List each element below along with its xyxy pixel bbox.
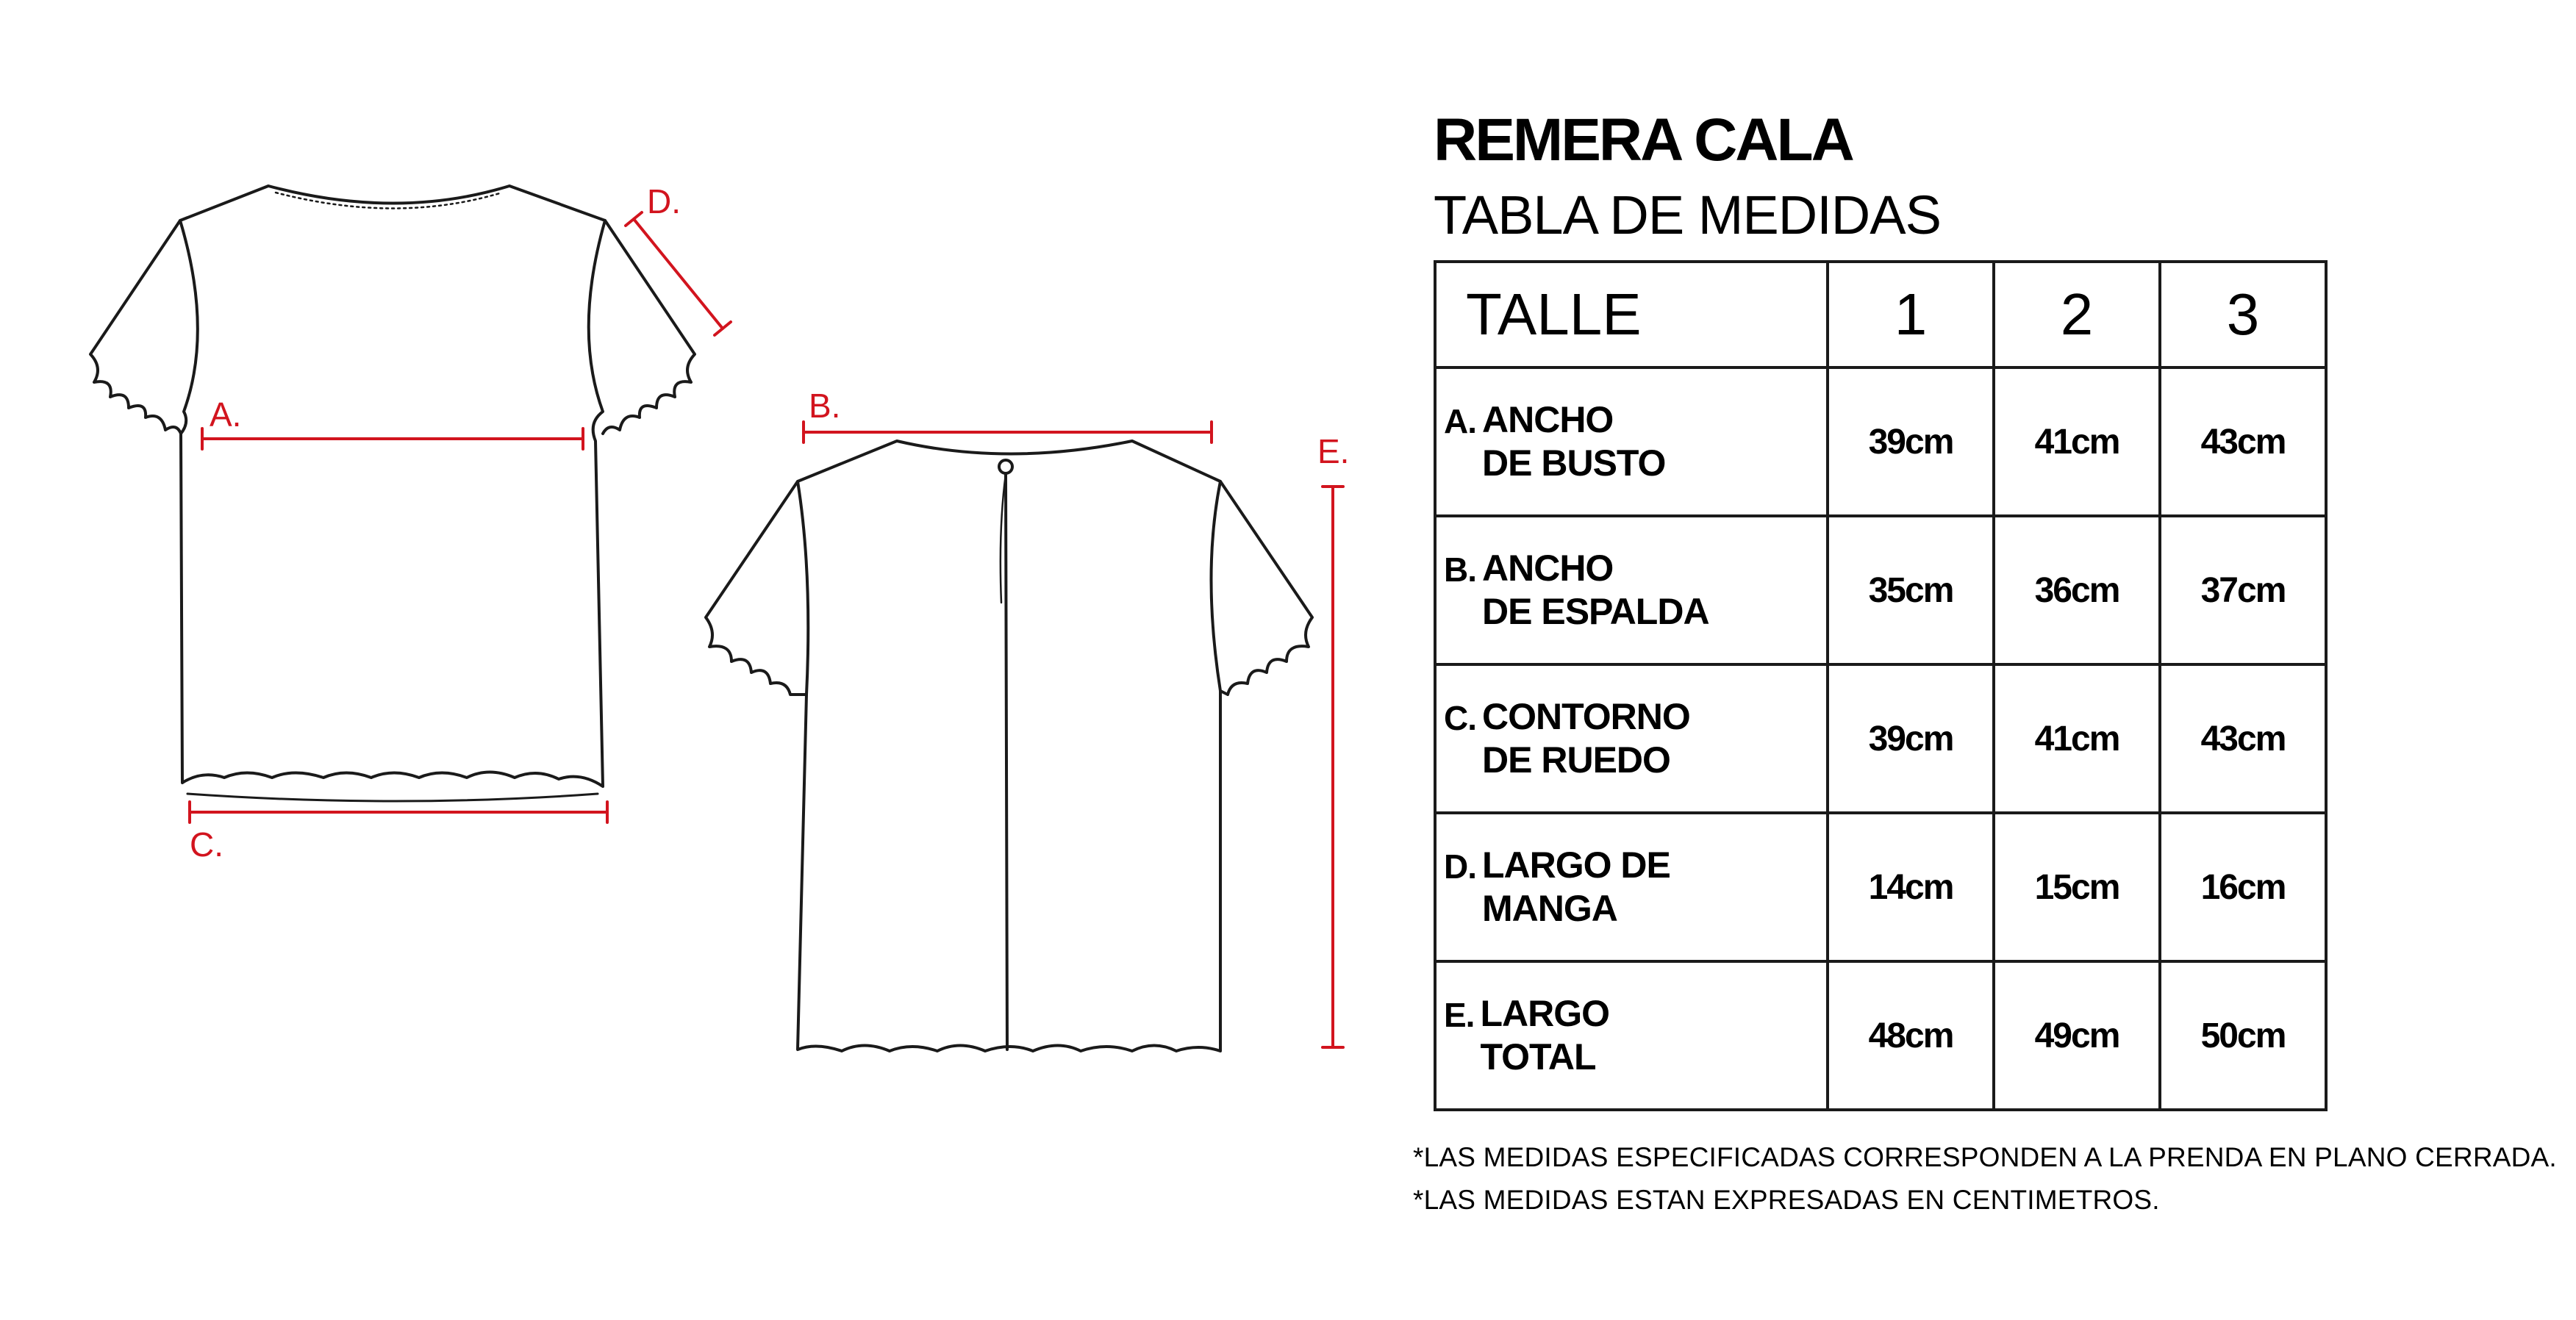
row-name: ANCHO DE ESPALDA bbox=[1482, 548, 1709, 632]
measure-label-e: E. bbox=[1317, 432, 1350, 470]
footnote: *LAS MEDIDAS ESPECIFICADAS CORRESPONDEN A LA PRENDA EN PLANO CERRADA. bbox=[1413, 1142, 2557, 1172]
row-name: CONTORNO DE RUEDO bbox=[1482, 696, 1690, 781]
value-cell: 37cm bbox=[2160, 516, 2326, 664]
front-view-drawing bbox=[90, 186, 695, 801]
row-label bbox=[1435, 516, 1828, 664]
table-row bbox=[1435, 367, 2326, 516]
measure-label-a: A. bbox=[210, 395, 242, 434]
value-cell: 43cm bbox=[2160, 664, 2326, 813]
table-header-row bbox=[1435, 262, 2326, 367]
value-cell: 49cm bbox=[1994, 961, 2160, 1110]
row-letter: A. bbox=[1444, 402, 1476, 440]
value-cell: 16cm bbox=[2160, 813, 2326, 961]
row-letter: E. bbox=[1444, 996, 1475, 1034]
value-cell: 50cm bbox=[2160, 961, 2326, 1110]
table-row bbox=[1435, 961, 2326, 1110]
row-label bbox=[1435, 367, 1828, 516]
table-subtitle: TABLA DE MEDIDAS bbox=[1434, 184, 1941, 245]
value-cell: 41cm bbox=[1994, 367, 2160, 516]
value-cell: 48cm bbox=[1828, 961, 1994, 1110]
row-name: LARGO DE MANGA bbox=[1482, 844, 1670, 929]
header-size-1: 1 bbox=[1828, 262, 1994, 367]
header-talle: TALLE bbox=[1435, 262, 1828, 367]
row-name: LARGO TOTAL bbox=[1480, 993, 1610, 1077]
footnotes bbox=[1413, 1136, 2557, 1222]
table-row bbox=[1435, 516, 2326, 664]
row-label bbox=[1435, 961, 1828, 1110]
row-letter: B. bbox=[1444, 550, 1476, 589]
value-cell: 36cm bbox=[1994, 516, 2160, 664]
table-row bbox=[1435, 664, 2326, 813]
header-size-3: 3 bbox=[2160, 262, 2326, 367]
measure-label-c: C. bbox=[190, 825, 223, 864]
measure-label-b: B. bbox=[809, 387, 841, 425]
value-cell: 35cm bbox=[1828, 516, 1994, 664]
row-label bbox=[1435, 664, 1828, 813]
size-chart-table bbox=[1434, 260, 2328, 1111]
value-cell: 43cm bbox=[2160, 367, 2326, 516]
measurement-guides bbox=[190, 212, 1343, 1047]
header-size-2: 2 bbox=[1994, 262, 2160, 367]
measure-label-d: D. bbox=[647, 182, 681, 220]
value-cell: 41cm bbox=[1994, 664, 2160, 813]
back-view-drawing bbox=[706, 441, 1312, 1051]
row-letter: C. bbox=[1444, 699, 1476, 737]
value-cell: 15cm bbox=[1994, 813, 2160, 961]
row-name: ANCHO DE BUSTO bbox=[1482, 399, 1666, 484]
row-label bbox=[1435, 813, 1828, 961]
row-letter: D. bbox=[1444, 847, 1476, 886]
product-title: REMERA CALA bbox=[1434, 107, 1853, 173]
value-cell: 39cm bbox=[1828, 367, 1994, 516]
footnote: *LAS MEDIDAS ESTAN EXPRESADAS EN CENTIMETROS. bbox=[1413, 1185, 2160, 1215]
value-cell: 14cm bbox=[1828, 813, 1994, 961]
value-cell: 39cm bbox=[1828, 664, 1994, 813]
table-row bbox=[1435, 813, 2326, 961]
